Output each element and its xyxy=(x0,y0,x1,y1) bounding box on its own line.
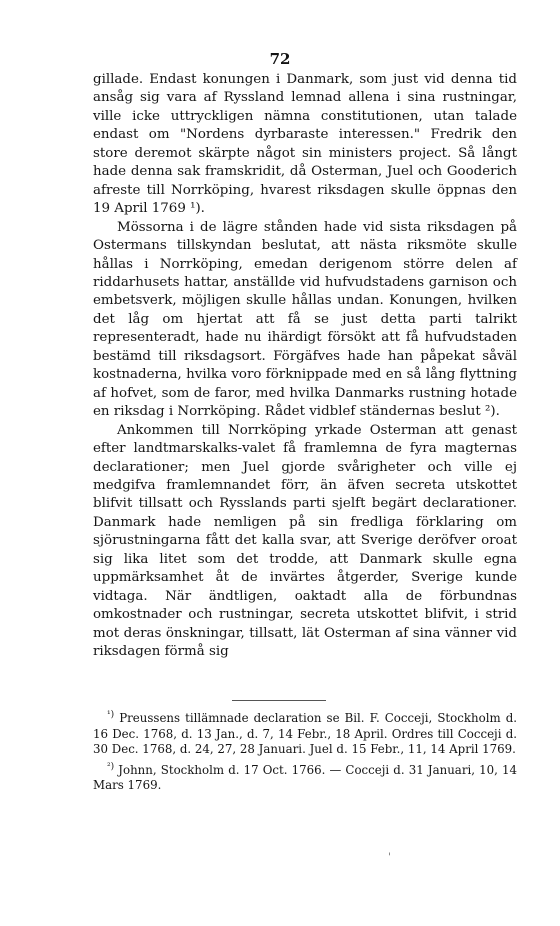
footnote-1-mark: ¹) xyxy=(107,710,115,721)
footnote-2-text: Johnn, Stockholm d. 17 Oct. 1766. — Cocceji d. 31 Januari, 10, 14 Mars 1769. xyxy=(93,762,518,792)
page-number: 72 xyxy=(269,50,291,68)
footnote-2 xyxy=(93,763,517,794)
printer-mark: ' xyxy=(388,852,391,863)
paragraph-continuation: gillade. Endast konungen i Danmark, som just vid denna tid ansåg sig vara af Ryssland lemnad allena i sina rustningar, ville icke uttryckligen nämna constitutionen, utan talade endast om "Nordens dyrbaraste interessen." Fredrik den store deremot skärpte något sin ministers project. Så långt hade denna sak framskridit, då Osterman, Juel och Gooderich afreste till Norrköping, hvarest riksdagen skulle öppnas den 19 April 1769 ¹). xyxy=(93,72,517,217)
body-text xyxy=(93,71,517,662)
paragraph-mossorna: Mössorna i de lägre stånden hade vid sista riksdagen på Ostermans tillskyndan beslutat, att nästa riksmöte skulle hållas i Norrköping, emedan derigenom större delen af riddarhusets hattar, anställde vid hufvudstadens garnison och embetsverk, möjligen skulle hållas undan. Konungen, hvilken det låg om hjertat att få se just detta parti talrikt representeradt, hade nu ihärdigt försökt att få hufvudstaden bestämd till riksdagsort. Förgäfves hade han påpekat såväl kostnaderna, hvilka voro förknippade med en så lång flyttning af hofvet, som de faror, med hvilka Danmarks rustning hotade en riksdag i Norrköping. Rådet vidblef ständernas beslut ²). xyxy=(93,219,517,420)
footnote-2-mark: ²) xyxy=(107,761,115,772)
footnote-divider xyxy=(232,700,326,701)
footnote-1-text: Preussens tillämnade declaration se Bil. F. Cocceji, Stockholm d. 16 Dec. 1768, d. 13 Jan., d. 7, 14 Febr., 18 April. Ordres till Cocceji d. 30 Dec. 1768, d. 24, 27, 28 Januari. Juel d. 15 Febr., 11, 14 April 1769. xyxy=(93,711,518,756)
paragraph-ankommen: Ankommen till Norrköping yrkade Osterman att genast efter landtmarskalks-valet få framlemna de fyra magternas declarationer; men Juel gjorde svårigheter och ville ej medgifva framlemnandet förr, än äfven secreta utskottet blifvit tillsatt och Rysslands parti sjelft begärt declarationer. Danmark hade nemligen på sin fredliga förklaring om sjörustningarna fått det kalla svar, att Sverige deröfver oroat sig lika litet som det trodde, att Danmark skulle egna uppmärksamhet åt de invärtes åtgerder, Sverige kunde vidtaga. När ändtligen, oaktadt alla de förbundnas omkostnader och rustningar, secreta utskottet blifvit, i strid mot deras önskningar, tillsatt, lät Osterman af sina vänner vid riksdagen förmå sig xyxy=(93,422,517,660)
footnote-1 xyxy=(93,711,517,758)
footnotes xyxy=(93,711,517,794)
